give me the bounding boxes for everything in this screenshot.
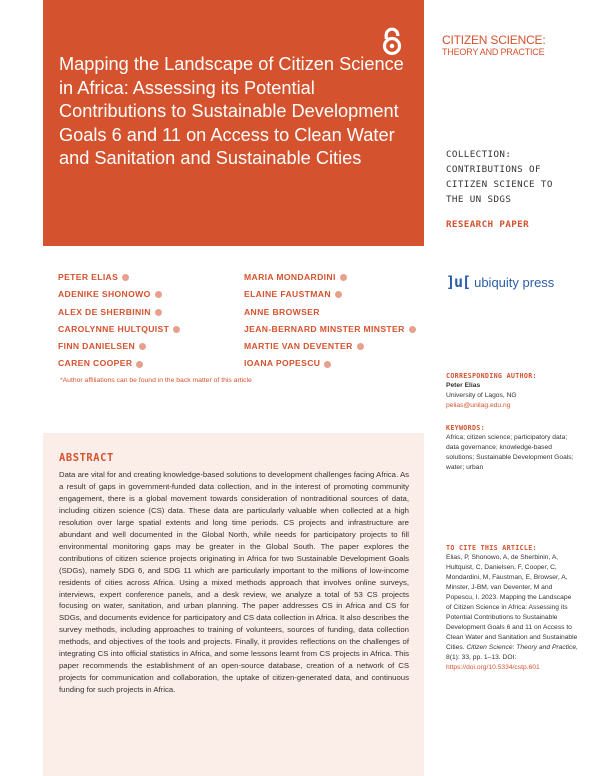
journal-logo bbox=[442, 34, 562, 58]
keywords-text: Africa; citizen science; participatory data; data governance; knowledge-based solutions; Sustainable Development Goals; water; urban bbox=[446, 434, 574, 471]
collection-label: COLLECTION: CONTRIBUTIONS OF CITIZEN SCIENCE TO THE UN SDGS bbox=[446, 149, 553, 205]
author-item[interactable] bbox=[244, 286, 434, 303]
author-name: ELAINE FAUSTMAN bbox=[244, 289, 331, 300]
author-item[interactable] bbox=[58, 355, 258, 372]
orcid-icon[interactable] bbox=[173, 326, 180, 333]
author-name: ANNE BROWSER bbox=[244, 306, 320, 317]
doi-link[interactable]: https://doi.org/10.5334/cstp.601 bbox=[446, 664, 540, 671]
orcid-icon[interactable] bbox=[155, 291, 162, 298]
orcid-icon[interactable] bbox=[357, 343, 364, 350]
orcid-icon[interactable] bbox=[139, 343, 146, 350]
corresponding-heading: CORRESPONDING AUTHOR: bbox=[446, 372, 537, 380]
author-item[interactable] bbox=[244, 338, 434, 355]
author-name: JEAN-BERNARD MINSTER MINSTER bbox=[244, 323, 405, 334]
author-item[interactable] bbox=[58, 304, 258, 321]
publisher-logo[interactable] bbox=[446, 272, 576, 292]
author-item[interactable] bbox=[244, 321, 434, 338]
orcid-icon[interactable] bbox=[335, 291, 342, 298]
author-item[interactable] bbox=[244, 355, 434, 372]
publisher-name: ubiquity press bbox=[474, 274, 555, 290]
author-list-left bbox=[58, 269, 258, 373]
abstract-heading: ABSTRACT bbox=[59, 452, 114, 464]
author-name: MARTIE VAN DEVENTER bbox=[244, 341, 353, 352]
affiliation-note: *Author affiliations can be found in the back matter of this article bbox=[60, 377, 252, 384]
corresponding-affiliation: University of Lagos, NG bbox=[446, 392, 517, 399]
author-item[interactable] bbox=[244, 269, 434, 286]
author-name: MARIA MONDARDINI bbox=[244, 272, 336, 282]
corresponding-email-link[interactable]: pelias@unilag.edu.ng bbox=[446, 402, 511, 409]
author-item[interactable] bbox=[58, 286, 258, 303]
author-name: CAROLYNNE HULTQUIST bbox=[58, 323, 170, 334]
author-name: ALEX DE SHERBININ bbox=[58, 306, 151, 317]
author-name: FINN DANIELSEN bbox=[58, 341, 135, 352]
citation-block bbox=[446, 543, 578, 673]
corresponding-name: Peter Elias bbox=[446, 382, 481, 389]
orcid-icon[interactable] bbox=[136, 361, 143, 368]
orcid-icon[interactable] bbox=[340, 274, 347, 281]
keywords-block bbox=[446, 423, 578, 473]
journal-name-line2: THEORY AND PRACTICE bbox=[442, 47, 545, 57]
orcid-icon[interactable] bbox=[324, 361, 331, 368]
citation-text: Elias, P, Shonowo, A, de Sherbinin, A, Hultquist, C, Danielsen, F, Cooper, C, Mondardini, M, Faustman, E, Browser, A, Minster, J-BM, van Deventer, M and Popescu, I. 2023. Mapping the Landscape of Citizen Science in Africa: Assessing its Potential Contributions to Sustainable Development Goals 6 and 11 on Access to Clean Water and Sanitation and Sustainable Cities. Citizen Science: Theory and Practice, 8(1): 33, pp. 1–13. DOI: https://doi.org/10.5334/cstp.601 bbox=[446, 554, 578, 671]
author-item[interactable] bbox=[58, 321, 258, 338]
author-name: PETER ELIAS bbox=[58, 272, 119, 282]
author-item[interactable] bbox=[58, 338, 258, 355]
author-list-right bbox=[244, 269, 434, 373]
article-type: RESEARCH PAPER bbox=[446, 219, 530, 230]
journal-name-line1: CITIZEN SCIENCE: bbox=[442, 33, 546, 47]
orcid-icon[interactable] bbox=[122, 274, 129, 281]
keywords-heading: KEYWORDS: bbox=[446, 424, 485, 432]
author-name: ADENIKE SHONOWO bbox=[58, 289, 151, 300]
publisher-mark: ]u[ bbox=[446, 273, 471, 291]
corresponding-author bbox=[446, 371, 578, 411]
orcid-icon[interactable] bbox=[155, 309, 162, 316]
article-title: Mapping the Landscape of Citizen Science in Africa: Assessing its Potential Contributions to Sustainable Development Goals 6 and 11 on Access to Clean Water and Sanitation and Sustainable Cities bbox=[59, 54, 404, 169]
orcid-icon[interactable] bbox=[409, 326, 416, 333]
author-name: IOANA POPESCU bbox=[244, 358, 321, 369]
author-item bbox=[244, 304, 434, 321]
title-panel bbox=[43, 0, 424, 246]
citation-heading: TO CITE THIS ARTICLE: bbox=[446, 544, 537, 552]
abstract-section bbox=[43, 433, 424, 776]
author-name: CAREN COOPER bbox=[58, 358, 133, 369]
author-item[interactable] bbox=[58, 269, 258, 286]
abstract-body: Data are vital for and creating knowledge-based solutions to development challenges facing Africa. As a result of gaps in government-funded data collection, and in the interest of promoting community engagement, there is a global movement towards consideration of nontraditional sources of data, including citizen science (CS) data. These data are particularly valuable when collected at a high resolution over large spatial extents and long time periods. CS projects and infrastructure are abundant and well documented in the Global North, while needs for participatory projects to fill environmental monitoring gaps may be greater in the Global South. The paper explores the contributions of citizen science projects originating in Africa for two Sustainable Development Goals (SDGs), namely SDG 6, and SDG 11 which are particularly important to the millions of low-income residents of cities across Africa. Using a mixed methods approach that involves online surveys, interviews, expert conference panels, and a desk review, we analyze a total of 53 CS projects focusing on water, sanitation, and urban planning. The paper addresses CS in Africa and CS for SDGs, and documents evidence for participatory and CS data collection in Africa. It also describes the survey methods, including approaches to training of volunteers, sources of funding, data collection methods, and objectives of the tools and projects. Finally, it provides reflections on the challenges of integrating CS into official statistics in Africa, and some lessons learnt from CS projects in Africa. This paper recommends the establishment of an open-source database, creation of a network of CS projects for communication and collaboration, the uptake of citizen-generated data, and continuous funding for such projects in Africa. bbox=[59, 470, 409, 695]
